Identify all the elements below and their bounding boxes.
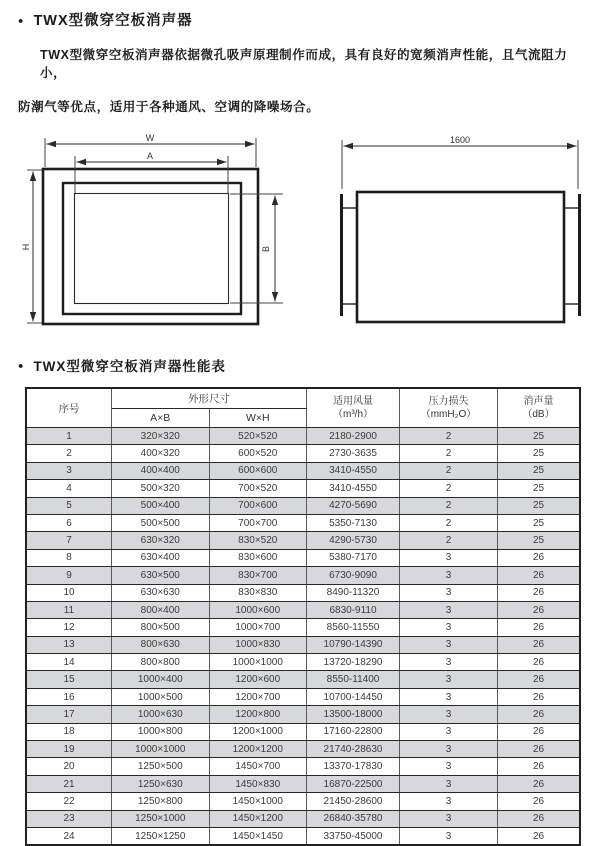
cell-axb: 1250×1250 [112,827,210,845]
section1-heading [18,9,602,30]
table-row [26,428,580,445]
cell-serial-no: 18 [26,723,112,740]
cell-noise-reduction: 26 [498,636,581,653]
cell-serial-no: 9 [26,567,112,584]
cell-axb: 1000×630 [112,706,210,723]
table-row [26,827,580,845]
cell-wxh: 1450×830 [209,775,307,792]
cell-pressure-loss: 3 [400,636,498,653]
cell-pressure-loss: 2 [400,514,498,531]
cell-serial-no: 2 [26,445,112,462]
cell-noise-reduction: 26 [498,758,581,775]
header-wxh: W×H [209,409,307,428]
cell-pressure-loss: 3 [400,758,498,775]
cell-axb: 800×400 [112,601,210,618]
cell-airflow: 16870-22500 [307,775,400,792]
cell-pressure-loss: 2 [400,480,498,497]
cell-airflow: 5380-7170 [307,549,400,566]
cell-noise-reduction: 26 [498,723,581,740]
cell-wxh: 600×520 [209,445,307,462]
cell-serial-no: 12 [26,619,112,636]
cell-wxh: 1000×600 [209,601,307,618]
cell-pressure-loss: 3 [400,741,498,758]
table-row [26,514,580,531]
section2-title: TWX型微穿空板消声器性能表 [33,359,226,374]
header-noise-reduction [498,388,581,428]
cell-wxh: 1000×830 [209,636,307,653]
table-row [26,497,580,514]
header-pressure-loss [400,388,498,428]
cell-axb: 800×500 [112,619,210,636]
cell-serial-no: 8 [26,549,112,566]
cell-wxh: 1200×600 [209,671,307,688]
intro-paragraph-line1: TWX型微穿空板消声器依据微孔吸声原理制作而成，具有良好的宽频消声性能，且气流阻力小， [40,48,568,80]
cell-noise-reduction: 26 [498,671,581,688]
cell-pressure-loss: 3 [400,671,498,688]
cell-wxh: 1450×1000 [209,793,307,810]
cell-wxh: 1000×1000 [209,654,307,671]
cell-airflow: 13720-18290 [307,654,400,671]
header-airflow-unit: （m³/h） [333,409,373,420]
table-row [26,567,580,584]
table-row [26,810,580,827]
cell-airflow: 10790-14390 [307,636,400,653]
cell-noise-reduction: 25 [498,514,581,531]
cell-serial-no: 21 [26,775,112,792]
header-noise-unit: （dB） [522,409,555,420]
cell-noise-reduction: 26 [498,827,581,845]
cell-wxh: 1450×1200 [209,810,307,827]
cell-wxh: 1000×700 [209,619,307,636]
cell-axb: 1250×500 [112,758,210,775]
cell-pressure-loss: 3 [400,827,498,845]
cell-airflow: 33750-45000 [307,827,400,845]
dim-label-w: W [145,133,155,143]
cell-airflow: 8560-11550 [307,619,400,636]
header-pressure-label: 压力损失 [428,395,469,407]
header-airflow [307,388,400,428]
table-row [26,793,580,810]
cell-airflow: 10700-14450 [307,688,400,705]
cell-axb: 1000×500 [112,688,210,705]
section1-title: TWX型微穿空板消声器 [33,13,193,29]
cell-pressure-loss: 3 [400,775,498,792]
cell-pressure-loss: 3 [400,793,498,810]
cell-axb: 400×400 [112,462,210,479]
cell-noise-reduction: 26 [498,741,581,758]
cell-wxh: 600×600 [209,462,307,479]
cell-airflow: 2180-2900 [307,428,400,445]
cell-airflow: 6730-9090 [307,567,400,584]
cell-serial-no: 22 [26,793,112,810]
header-pressure-unit: （mmH₂O） [420,409,477,420]
table-row [26,584,580,601]
cell-noise-reduction: 25 [498,480,581,497]
bullet-icon: ● [18,15,25,25]
cell-axb: 500×500 [112,514,210,531]
cell-serial-no: 7 [26,532,112,549]
header-airflow-label: 适用风量 [333,395,373,407]
cell-axb: 800×630 [112,636,210,653]
cell-pressure-loss: 3 [400,601,498,618]
dim-label-a: A [146,151,154,161]
cell-serial-no: 10 [26,584,112,601]
cell-pressure-loss: 3 [400,619,498,636]
cell-airflow: 26840-35780 [307,810,400,827]
cell-airflow: 17160-22800 [307,723,400,740]
cell-pressure-loss: 3 [400,706,498,723]
cell-pressure-loss: 3 [400,688,498,705]
cell-axb: 630×320 [112,532,210,549]
cell-pressure-loss: 2 [400,462,498,479]
header-noise-label: 消声量 [523,395,554,407]
table-row [26,741,580,758]
cell-axb: 400×320 [112,445,210,462]
cell-noise-reduction: 26 [498,793,581,810]
cell-airflow: 8550-11400 [307,671,400,688]
cell-axb: 630×400 [112,549,210,566]
cell-airflow: 8490-11320 [307,584,400,601]
cell-serial-no: 6 [26,514,112,531]
table-row [26,654,580,671]
cell-serial-no: 4 [26,480,112,497]
dim-label-b: B [261,245,271,253]
cell-wxh: 1200×1000 [209,723,307,740]
cell-wxh: 520×520 [209,428,307,445]
cell-serial-no: 1 [26,428,112,445]
cell-noise-reduction: 26 [498,584,581,601]
cell-airflow: 21450-28600 [307,793,400,810]
cell-serial-no: 5 [26,497,112,514]
cell-airflow: 21740-28630 [307,741,400,758]
cell-noise-reduction: 26 [498,810,581,827]
table-row [26,706,580,723]
table-row [26,758,580,775]
cell-airflow: 4270-5690 [307,497,400,514]
cell-pressure-loss: 2 [400,428,498,445]
cell-wxh: 1200×1200 [209,741,307,758]
table-row [26,445,580,462]
cell-airflow: 13500-18000 [307,706,400,723]
cell-serial-no: 13 [26,636,112,653]
cell-axb: 1000×800 [112,723,210,740]
cell-axb: 320×320 [112,428,210,445]
table-row [26,480,580,497]
cell-axb: 1000×400 [112,671,210,688]
header-serial-no: 序号 [26,388,112,428]
cell-airflow: 13370-17830 [307,758,400,775]
table-row [26,462,580,479]
header-outline-dims: 外形尺寸 [112,388,307,409]
cell-wxh: 1450×700 [209,758,307,775]
cell-wxh: 830×830 [209,584,307,601]
table-row [26,601,580,618]
cell-serial-no: 3 [26,462,112,479]
dim-label-length: 1600 [449,135,471,145]
cell-pressure-loss: 3 [400,723,498,740]
cell-noise-reduction: 26 [498,619,581,636]
cell-axb: 1250×1000 [112,810,210,827]
cell-pressure-loss: 2 [400,497,498,514]
table-body [26,428,580,846]
cell-wxh: 1200×700 [209,688,307,705]
cell-pressure-loss: 3 [400,654,498,671]
intro-paragraph-line2: 防潮气等优点，适用于各种通风、空调的降噪场合。 [18,100,320,114]
cell-pressure-loss: 3 [400,567,498,584]
cell-airflow: 3410-4550 [307,462,400,479]
cell-serial-no: 23 [26,810,112,827]
cell-serial-no: 14 [26,654,112,671]
table-row [26,549,580,566]
cell-serial-no: 11 [26,601,112,618]
cell-wxh: 830×700 [209,567,307,584]
cell-pressure-loss: 2 [400,445,498,462]
silencer-body-rect [357,192,564,322]
section2-heading [18,355,602,375]
cell-noise-reduction: 26 [498,601,581,618]
cell-noise-reduction: 25 [498,428,581,445]
cell-serial-no: 15 [26,671,112,688]
cell-airflow: 2730-3635 [307,445,400,462]
cell-axb: 500×400 [112,497,210,514]
cell-serial-no: 19 [26,741,112,758]
side-view-diagram [320,131,602,343]
table-row [26,775,580,792]
cell-axb: 800×800 [112,654,210,671]
cell-axb: 1250×630 [112,775,210,792]
cell-noise-reduction: 25 [498,445,581,462]
cell-airflow: 3410-4550 [307,480,400,497]
cell-wxh: 1450×1450 [209,827,307,845]
cell-noise-reduction: 25 [498,532,581,549]
cell-axb: 1000×1000 [112,741,210,758]
cell-noise-reduction: 25 [498,462,581,479]
cell-pressure-loss: 3 [400,810,498,827]
table-row [26,532,580,549]
cell-noise-reduction: 26 [498,688,581,705]
cell-noise-reduction: 25 [498,497,581,514]
cell-airflow: 6830-9110 [307,601,400,618]
table-row [26,636,580,653]
table-row [26,619,580,636]
cell-axb: 1250×800 [112,793,210,810]
cell-wxh: 700×600 [209,497,307,514]
cell-airflow: 5350-7130 [307,514,400,531]
cell-noise-reduction: 26 [498,775,581,792]
bullet-icon: ● [18,360,25,371]
cell-axb: 630×630 [112,584,210,601]
dim-label-h: H [21,243,31,251]
diagrams-section [0,131,602,343]
cell-wxh: 1200×800 [209,706,307,723]
table-row [26,688,580,705]
cell-axb: 630×500 [112,567,210,584]
cell-pressure-loss: 3 [400,584,498,601]
cell-noise-reduction: 26 [498,567,581,584]
performance-table [25,387,581,846]
opening-rect [75,194,229,304]
cell-serial-no: 20 [26,758,112,775]
cell-noise-reduction: 26 [498,654,581,671]
table-row [26,671,580,688]
cell-wxh: 830×600 [209,549,307,566]
header-axb: A×B [112,409,210,428]
cell-noise-reduction: 26 [498,706,581,723]
cell-serial-no: 17 [26,706,112,723]
document-page [0,9,602,846]
table-row [26,723,580,740]
cell-serial-no: 16 [26,688,112,705]
cell-pressure-loss: 2 [400,532,498,549]
cell-serial-no: 24 [26,827,112,845]
cell-noise-reduction: 26 [498,549,581,566]
front-view-diagram [20,131,320,343]
cell-axb: 500×320 [112,480,210,497]
cell-wxh: 830×520 [209,532,307,549]
inner-frame-rect [63,183,241,314]
cell-pressure-loss: 3 [400,549,498,566]
cell-wxh: 700×700 [209,514,307,531]
cell-airflow: 4290-5730 [307,532,400,549]
cell-wxh: 700×520 [209,480,307,497]
